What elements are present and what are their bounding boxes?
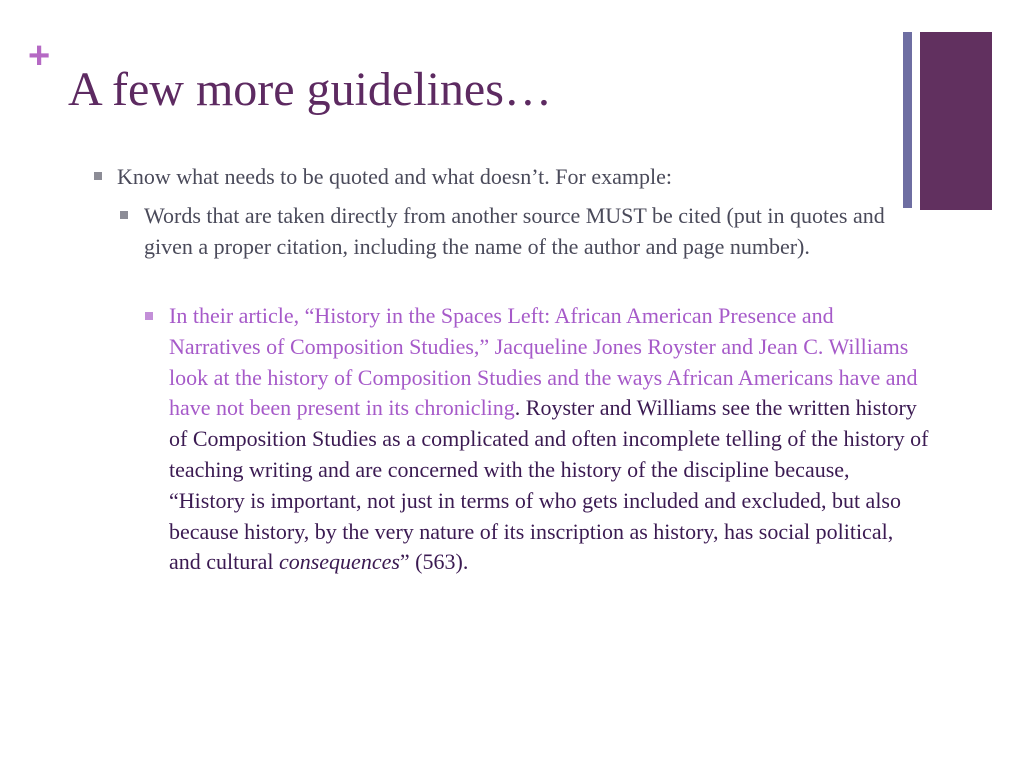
- square-bullet-icon: [145, 312, 153, 320]
- example-continuation-text: . Royster and Williams see the written history of Composition Studies as a complicated and often incomplete telling of the history of teaching writing and are concerned with the history of the discipline because, “History is important, not just in terms of who gets included and excluded, but also because history, by the very nature of its inscription as history, has social political, and cultural: [169, 395, 929, 575]
- square-bullet-icon: [120, 211, 128, 219]
- bullet-level1-text: Know what needs to be quoted and what doesn’t. For example:: [117, 164, 672, 189]
- accent-bar-thick: [920, 32, 992, 210]
- example-italic-word: consequences: [278, 549, 400, 575]
- quoted-example-text: In their article, “History in the Spaces Left: African American Presence and Narratives of Composition Studies,” Jacqueline Jones Royster and Jean C. Williams look at the history of Composition Studies and the ways African Americans have and have not been present in its chronicling: [169, 303, 918, 421]
- bullet-level2: [144, 200, 914, 262]
- example-citation-text: ” (563).: [399, 549, 469, 575]
- square-bullet-icon: [94, 172, 102, 180]
- slide-title: A few more guidelines…: [68, 63, 552, 116]
- bullet-level3: [169, 301, 929, 578]
- plus-icon: +: [28, 35, 51, 77]
- bullet-level2-text: Words that are taken directly from another source MUST be cited (put in quotes and given a proper citation, including the name of the author and page number).: [144, 203, 885, 259]
- bullet-level3-text: [169, 301, 929, 578]
- bullet-level1: [117, 161, 917, 192]
